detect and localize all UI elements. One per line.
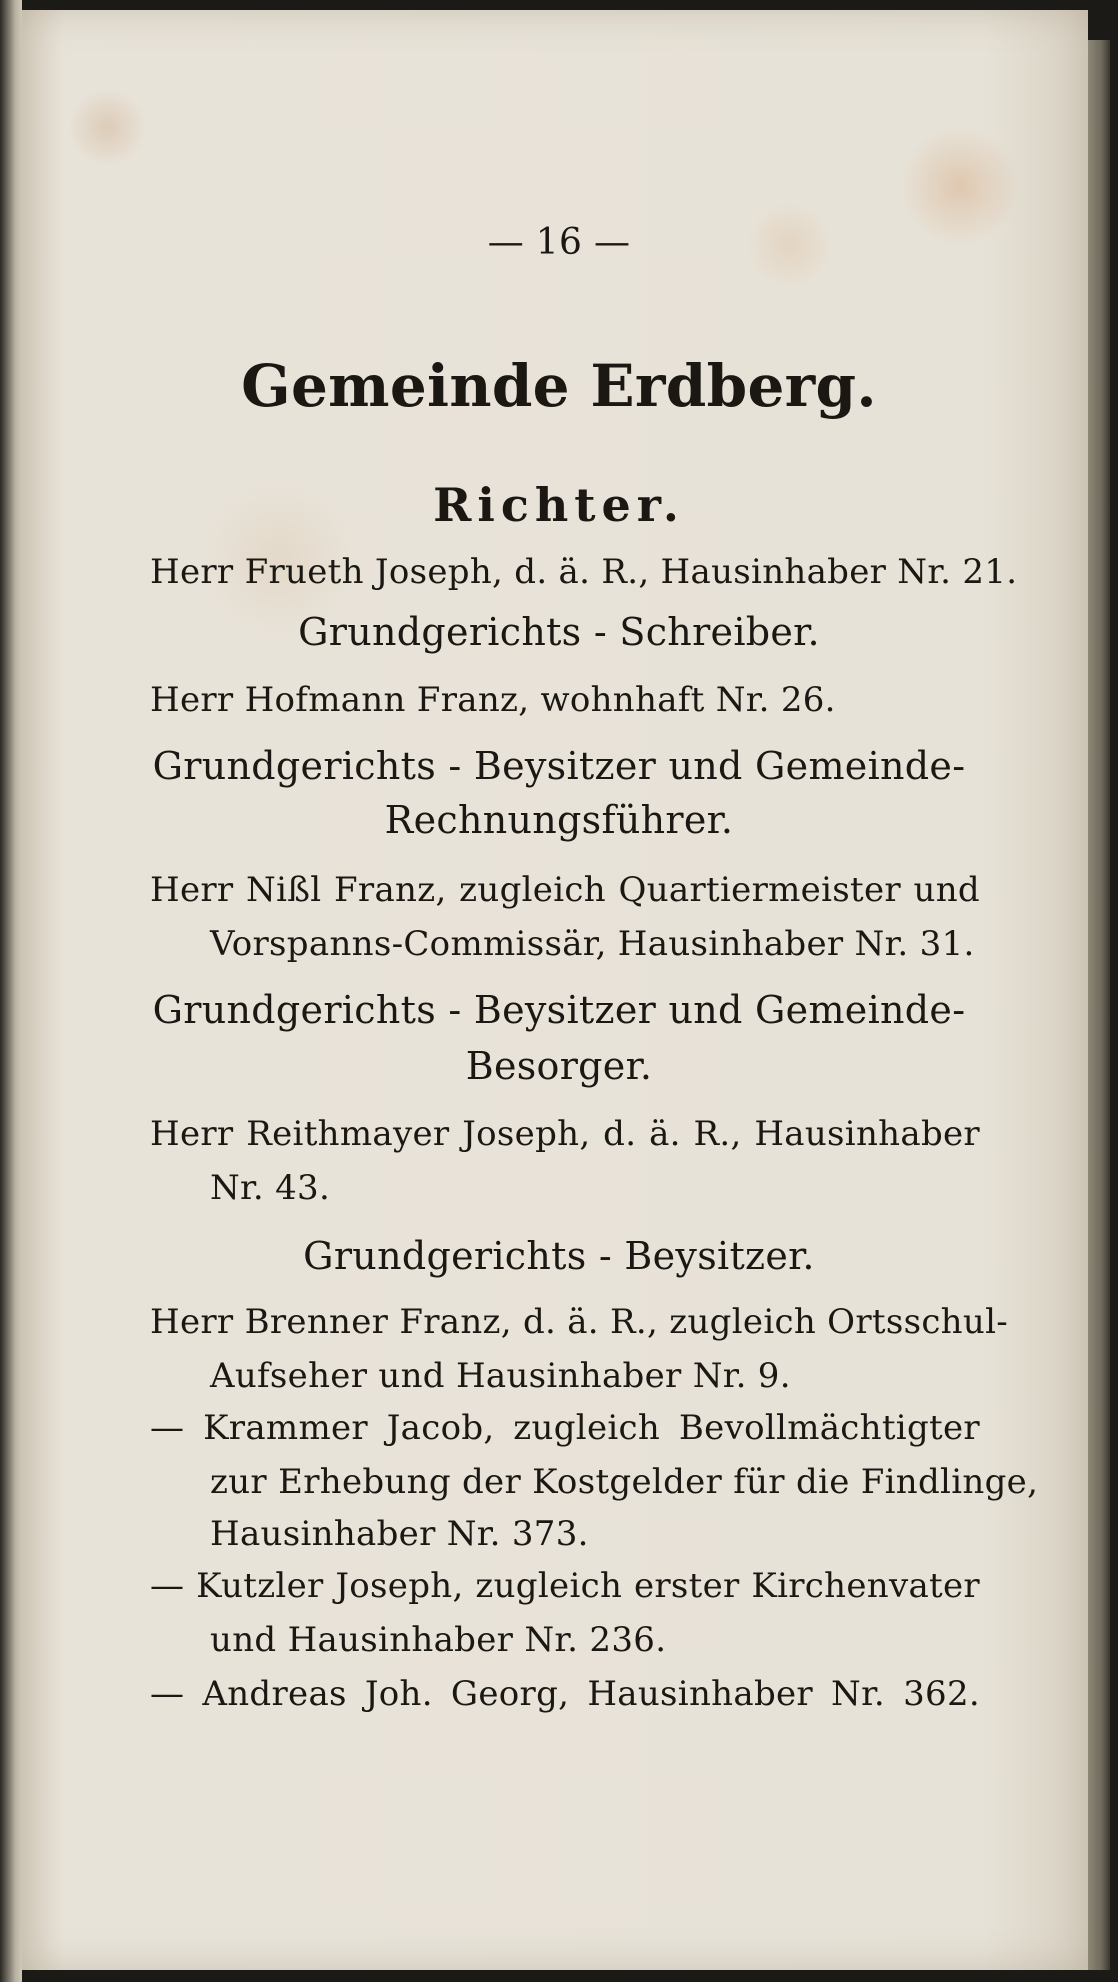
entry-line: Herr Reithmayer Joseph, d. ä. R., Hausinhaber xyxy=(150,1114,980,1154)
page-title: Gemeinde Erdberg. xyxy=(241,352,877,420)
entry-line: — Krammer Jacob, zugleich Bevollmächtigter xyxy=(150,1408,980,1448)
page-number: — 16 — xyxy=(487,222,631,263)
section-heading-continuation: Besorger. xyxy=(465,1044,653,1088)
entry-line: Aufseher und Hausinhaber Nr. 9. xyxy=(210,1356,791,1396)
section-heading-beysitzer-besorger: Grundgerichts - Beysitzer und Gemeinde- xyxy=(152,988,966,1032)
entry-line: Herr Hofmann Franz, wohnhaft Nr. 26. xyxy=(150,680,836,720)
entry-line: — Andreas Joh. Georg, Hausinhaber Nr. 362. xyxy=(150,1674,980,1714)
entry-line: Herr Frueth Joseph, d. ä. R., Hausinhaber Nr. 21. xyxy=(150,552,1018,592)
entry-line: zur Erhebung der Kostgelder für die Findlinge, xyxy=(210,1462,1039,1502)
entry-line: Hausinhaber Nr. 373. xyxy=(210,1514,589,1554)
section-heading-richter: Richter. xyxy=(433,478,685,532)
entry-line: und Hausinhaber Nr. 236. xyxy=(210,1620,667,1660)
entry-line: Herr Nißl Franz, zugleich Quartiermeister und xyxy=(150,870,980,910)
entry-line: — Kutzler Joseph, zugleich erster Kirchenvater xyxy=(150,1566,980,1606)
section-heading-schreiber: Grundgerichts - Schreiber. xyxy=(298,610,820,654)
section-heading-continuation: Rechnungsführer. xyxy=(384,798,734,842)
entry-line: Nr. 43. xyxy=(210,1168,331,1208)
entry-line: Vorspanns-Commissär, Hausinhaber Nr. 31. xyxy=(210,924,975,964)
entry-line: Herr Brenner Franz, d. ä. R., zugleich Ortsschul- xyxy=(150,1302,1009,1342)
section-heading-beysitzer: Grundgerichts - Beysitzer. xyxy=(303,1234,815,1278)
section-heading-beysitzer-rechnungsfuehrer: Grundgerichts - Beysitzer und Gemeinde- xyxy=(152,744,966,788)
